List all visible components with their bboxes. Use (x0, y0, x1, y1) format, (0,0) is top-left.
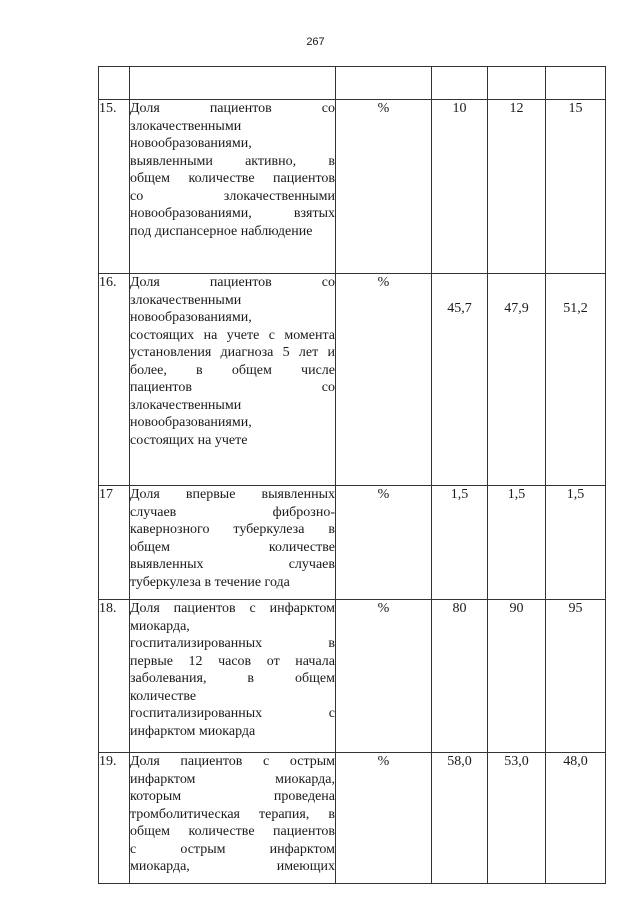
row-value-2: 90 (488, 600, 546, 753)
table-header-row (99, 67, 606, 100)
description-line: новообразованиями, взятых (130, 206, 335, 221)
row-value-1: 58,0 (432, 753, 488, 884)
description-line: с острым инфарктом (130, 841, 335, 857)
row-unit: % (336, 274, 432, 486)
header-cell-v2 (488, 67, 546, 100)
row-unit: % (336, 753, 432, 884)
description-line: туберкулеза в течение года (130, 574, 290, 590)
row-value-3: 48,0 (546, 753, 606, 884)
row-value-1: 80 (432, 600, 488, 753)
description-line: госпитализированных в (130, 636, 335, 651)
description-line: Доля пациентов со (130, 275, 335, 290)
indicators-table (98, 66, 606, 884)
row-unit: % (336, 486, 432, 600)
description-line: инфарктом миокарда (130, 723, 256, 739)
row-description (130, 100, 336, 274)
row-value-3: 15 (546, 100, 606, 274)
description-line: кавернозного туберкулеза в (130, 522, 335, 537)
description-line: установления диагноза 5 лет и (130, 345, 335, 360)
header-cell-v3 (546, 67, 606, 100)
row-description (130, 486, 336, 600)
description-line: общем количестве пациентов (130, 824, 335, 839)
row-unit: % (336, 100, 432, 274)
description-line: злокачественными (130, 292, 242, 308)
row-description (130, 274, 336, 486)
row-value-2: 47,9 (488, 274, 546, 486)
row-value-2: 12 (488, 100, 546, 274)
description-line: новообразованиями, (130, 136, 252, 151)
description-line: Доля пациентов с острым (130, 754, 335, 769)
header-cell-unit (336, 67, 432, 100)
row-description (130, 600, 336, 753)
description-line: злокачественными (130, 397, 242, 413)
description-line: которым проведена (130, 789, 335, 804)
table-row (99, 100, 606, 274)
description-line: Доля пациентов со (130, 101, 335, 116)
description-line: количестве (130, 688, 197, 704)
description-line: выявленными активно, в (130, 153, 335, 169)
description-line: новообразованиями, (130, 310, 252, 325)
description-line: со злокачественными (130, 188, 335, 204)
description-line: заболевания, в общем (130, 671, 335, 686)
description-line: общем количестве (130, 539, 335, 555)
description-line: случаев фиброзно- (130, 504, 335, 520)
row-number: 15. (99, 100, 130, 274)
description-line: злокачественными (130, 118, 242, 134)
description-line: новообразованиями, (130, 415, 252, 430)
description-line: госпитализированных с (130, 706, 335, 721)
description-line: выявленных случаев (130, 557, 335, 572)
header-cell-num (99, 67, 130, 100)
row-value-3: 1,5 (546, 486, 606, 600)
row-number: 16. (99, 274, 130, 486)
table-row (99, 486, 606, 600)
row-number: 17 (99, 486, 130, 600)
description-line: пациентов со (130, 380, 335, 395)
row-value-1: 1,5 (432, 486, 488, 600)
description-line: Доля пациентов с инфарктом (130, 601, 335, 616)
table-row (99, 600, 606, 753)
description-line: миокарда, (130, 618, 190, 634)
table-row (99, 274, 606, 486)
row-value-3: 51,2 (546, 274, 606, 486)
description-line: более, в общем числе (130, 362, 335, 378)
row-number: 19. (99, 753, 130, 884)
description-line: состоящих на учете с момента (130, 327, 335, 343)
header-cell-desc (130, 67, 336, 100)
description-line: Доля впервые выявленных (130, 487, 335, 502)
description-line: под диспансерное наблюдение (130, 223, 313, 239)
row-number: 18. (99, 600, 130, 753)
row-description (130, 753, 336, 884)
table-row (99, 753, 606, 884)
description-line: инфарктом миокарда, (130, 771, 335, 787)
header-cell-v1 (432, 67, 488, 100)
row-value-1: 10 (432, 100, 488, 274)
row-value-2: 1,5 (488, 486, 546, 600)
description-line: первые 12 часов от начала (130, 653, 335, 669)
description-line: общем количестве пациентов (130, 171, 335, 186)
description-line: миокарда, имеющих (130, 859, 335, 874)
page-number: 267 (306, 36, 325, 48)
row-unit: % (336, 600, 432, 753)
description-line: состоящих на учете (130, 432, 248, 448)
row-value-2: 53,0 (488, 753, 546, 884)
row-value-3: 95 (546, 600, 606, 753)
description-line: тромболитическая терапия, в (130, 806, 335, 822)
row-value-1: 45,7 (432, 274, 488, 486)
